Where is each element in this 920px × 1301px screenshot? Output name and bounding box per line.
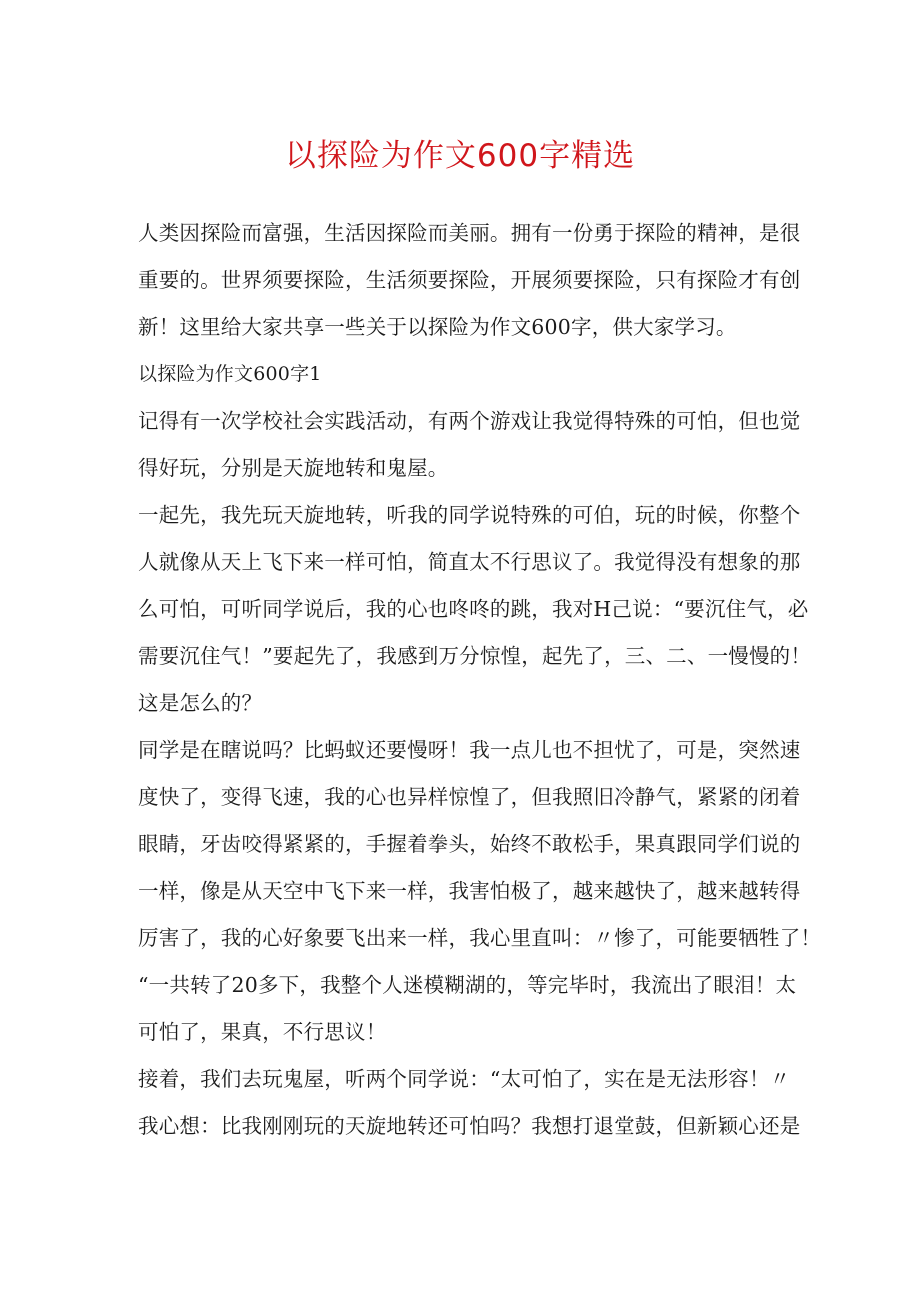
- paragraph-line: 接着，我们去玩鬼屋，听两个同学说：“太可怕了，实在是无法形容！〃: [138, 1067, 791, 1091]
- paragraph-line: 厉害了，我的心好象要飞出来一样，我心里直叫：〃惨了，可能要牺牲了！: [138, 926, 822, 950]
- paragraph-line: 得好玩，分别是天旋地转和鬼屋。: [138, 456, 449, 480]
- paragraph-line: 这是怎么的？: [138, 691, 263, 715]
- paragraph-line: 人类因探险而富强，生活因探险而美丽。拥有一份勇于探险的精神，是很: [138, 221, 801, 245]
- section-heading: 以探险为作文600字1: [138, 363, 322, 385]
- paragraph-line: 眼睛，牙齿咬得紧紧的，手握着拳头，始终不敢松手，果真跟同学们说的: [138, 832, 801, 856]
- paragraph-line: 可怕了，果真，不行思议！: [138, 1020, 387, 1044]
- paragraph-line: 度快了，变得飞速，我的心也异样惊惶了，但我照旧冷静气，紧紧的闭着: [138, 785, 801, 809]
- paragraph-line: “一共转了20多下，我整个人迷模糊湖的，等完毕时，我流出了眼泪！太: [138, 973, 797, 997]
- paragraph-line: 记得有一次学校社会实践活动，有两个游戏让我觉得特殊的可怕，但也觉: [138, 409, 801, 433]
- document-body: [138, 210, 822, 1150]
- paragraph-line: 重要的。世界须要探险，生活须要探险，开展须要探险，只有探险才有创: [138, 268, 801, 292]
- paragraph-line: 人就像从天上飞下来一样可怕，简直太不行思议了。我觉得没有想象的那: [138, 550, 801, 574]
- paragraph-line: 么可怕，可听同学说后，我的心也咚咚的跳，我对H己说：“要沉住气，必: [138, 597, 809, 621]
- document-title: 以探险为作文600字精选: [284, 138, 636, 174]
- paragraph-line: 我心想：比我刚刚玩的天旋地转还可怕吗？我想打退堂鼓，但新颖心还是: [138, 1114, 801, 1138]
- paragraph-line: 一起先，我先玩天旋地转，听我的同学说特殊的可伯，玩的时候，你整个: [138, 503, 801, 527]
- paragraph-line: 同学是在瞎说吗？比蚂蚁还要慢呀！我一点儿也不担忧了，可是，突然速: [138, 738, 801, 762]
- paragraph-line: 需要沉住气！”要起先了，我感到万分惊惶，起先了，三、二、一慢慢的！: [138, 644, 812, 668]
- paragraph-line: 新！这里给大家共享一些关于以探险为作文600字，供大家学习。: [138, 315, 737, 339]
- paragraph-line: 一样，像是从天空中飞下来一样，我害怕极了，越来越快了，越来越转得: [138, 879, 801, 903]
